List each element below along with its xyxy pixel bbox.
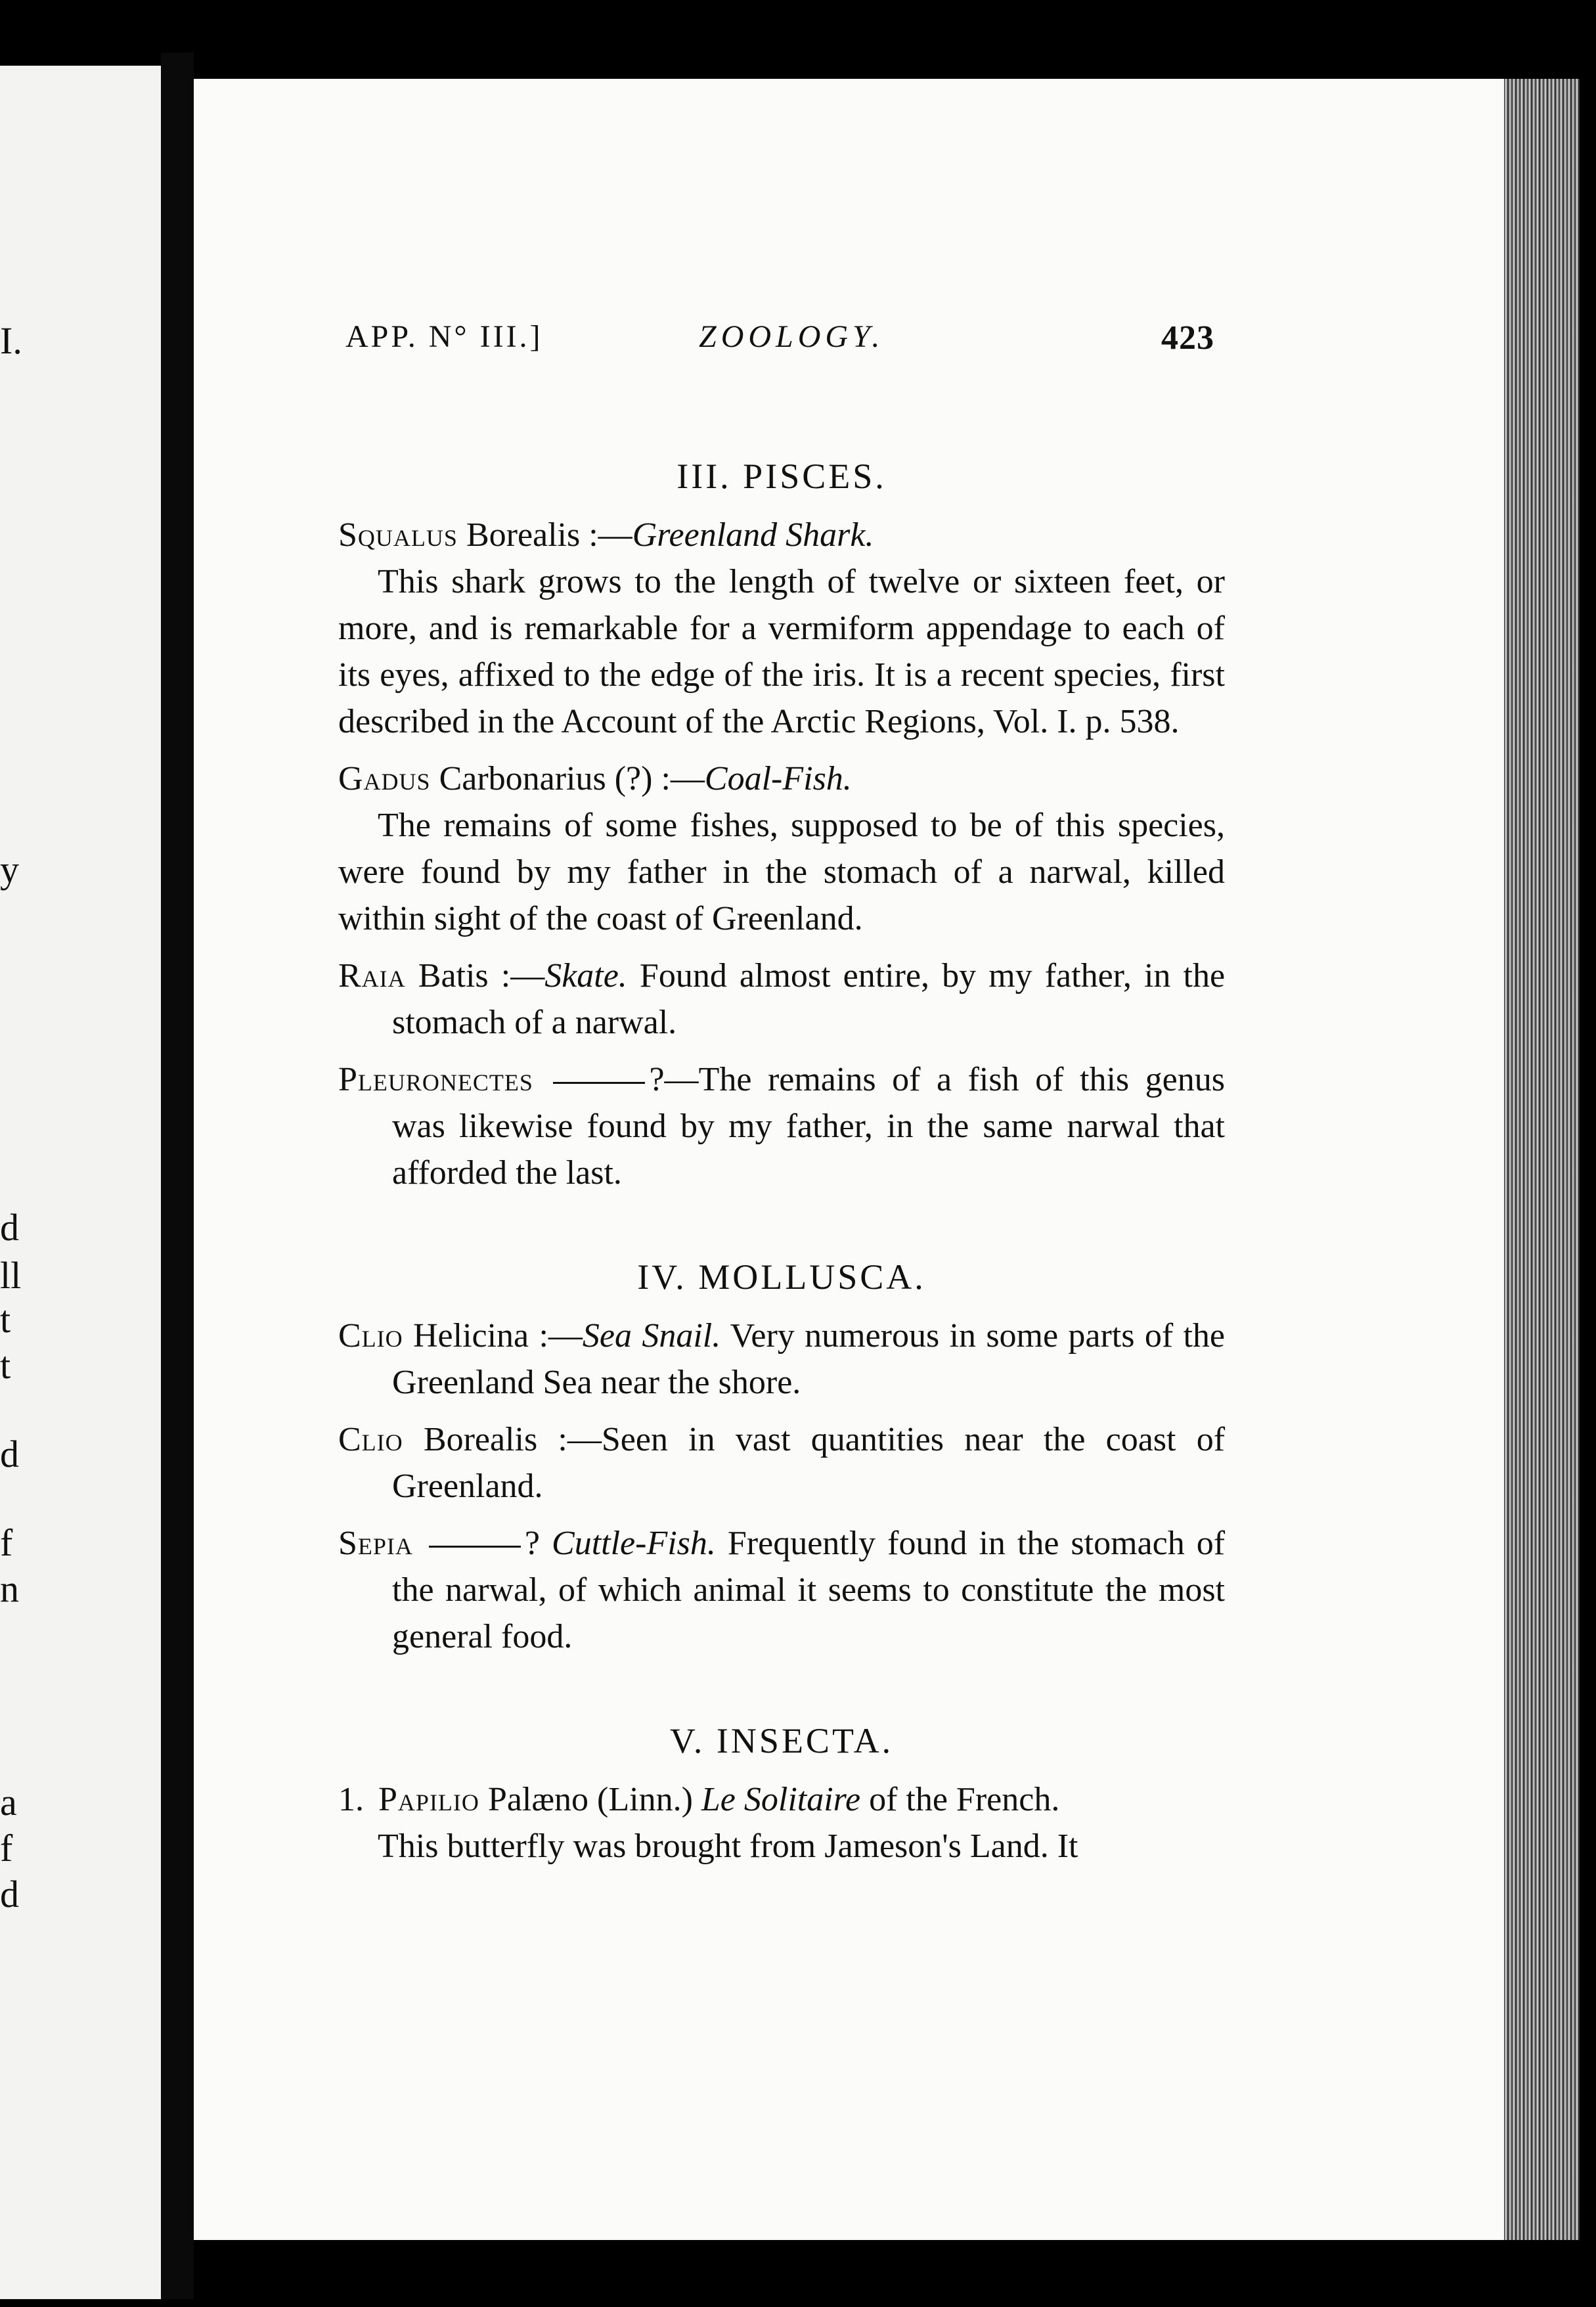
page-edges xyxy=(1504,79,1580,2240)
page-number: 423 xyxy=(1161,319,1214,357)
genus-name: Clio xyxy=(338,1317,403,1355)
left-margin-fragment: ll xyxy=(0,1254,22,1297)
page-body xyxy=(338,453,1225,1880)
left-margin-fragment: y xyxy=(0,848,19,891)
entry-text: Frequently found in the stomach of the narwal, of which animal it seems to constitute the most general food. xyxy=(392,1525,1226,1655)
left-margin-fragment: t xyxy=(0,1344,11,1387)
left-margin-fragment: f xyxy=(0,1521,13,1564)
left-margin-fragment: I. xyxy=(0,319,22,362)
entry-clio-helicina xyxy=(338,1312,1225,1406)
blank-rule xyxy=(553,1082,645,1084)
entry-text: Seen in vast quantities near the coast of Greenland. xyxy=(392,1421,1226,1505)
species-name: Helicina :— xyxy=(413,1317,583,1355)
entry-sepia xyxy=(338,1520,1225,1660)
genus-name: Raia xyxy=(338,957,406,995)
common-name-suffix: of the French. xyxy=(869,1781,1060,1818)
entry-number: 1. xyxy=(338,1781,364,1818)
common-name: Skate. xyxy=(544,957,627,995)
entry-papilio xyxy=(338,1776,1225,1870)
left-margin-fragment: n xyxy=(0,1567,19,1610)
section-title-mollusca: IV. MOLLUSCA. xyxy=(637,1257,926,1297)
section-title-insecta: V. INSECTA. xyxy=(669,1721,894,1760)
left-margin-fragment: t xyxy=(0,1298,11,1341)
left-margin-fragment: a xyxy=(0,1781,17,1824)
entry-pleuronectes xyxy=(338,1056,1225,1196)
query-mark: ? xyxy=(524,1525,541,1562)
running-head-left: APP. N° III.] xyxy=(345,319,543,354)
running-head-title: ZOOLOGY. xyxy=(699,319,885,354)
entry-gadus xyxy=(338,755,1225,942)
query-mark: ?— xyxy=(649,1061,699,1098)
book-gutter xyxy=(161,53,194,2299)
common-name: Sea Snail. xyxy=(582,1317,721,1355)
blank-rule xyxy=(429,1546,521,1548)
entry-text: This butterfly was brought from Jameson's Land. It xyxy=(378,1827,1078,1865)
species-name: Palæno (Linn.) xyxy=(487,1781,693,1818)
genus-name: Squalus xyxy=(338,516,458,554)
left-margin-fragment: d xyxy=(0,1206,19,1249)
common-name: Greenland Shark. xyxy=(632,516,874,554)
left-margin-fragment: f xyxy=(0,1827,13,1870)
left-margin-fragment: d xyxy=(0,1873,19,1915)
entry-raia xyxy=(338,952,1225,1046)
facing-page-fragment xyxy=(0,66,161,2299)
entry-text: This shark grows to the length of twelve or sixteen feet, or more, and is remarkable for a vermiform appendage to each of its eyes, affixed to the edge of the iris. It is a recent species, first described in the Account of the Arctic Regions, Vol. I. p. 538. xyxy=(338,563,1225,740)
entry-squalus xyxy=(338,512,1225,745)
genus-name: Pleuronectes xyxy=(338,1061,533,1098)
common-name: Coal-Fish. xyxy=(704,760,852,797)
genus-name: Clio xyxy=(338,1421,403,1458)
genus-name: Papilio xyxy=(378,1781,479,1818)
entry-text: The remains of some fishes, supposed to be of this species, were found by my father in the stomach of a narwal, killed within sight of the coast of Greenland. xyxy=(338,807,1225,937)
species-name: Borealis :— xyxy=(423,1421,602,1458)
genus-name: Sepia xyxy=(338,1525,413,1562)
entry-text: Found almost entire, by my father, in the stomach of a narwal. xyxy=(392,957,1226,1041)
entry-text: The remains of a fish of this genus was likewise found by my father, in the same narwal that afforded the last. xyxy=(392,1061,1225,1192)
species-name: Carbonarius (?) :— xyxy=(439,760,705,797)
entry-text: Very numerous in some parts of the Greenland Sea near the shore. xyxy=(392,1317,1225,1401)
left-margin-fragment: d xyxy=(0,1433,19,1475)
section-title-pisces: III. PISCES. xyxy=(676,457,887,496)
common-name: Le Solitaire xyxy=(701,1781,861,1818)
genus-name: Gadus xyxy=(338,760,431,797)
species-name: Batis :— xyxy=(418,957,545,995)
common-name: Cuttle-Fish. xyxy=(552,1525,716,1562)
entry-clio-borealis xyxy=(338,1416,1225,1510)
species-name: Borealis :— xyxy=(466,516,632,554)
